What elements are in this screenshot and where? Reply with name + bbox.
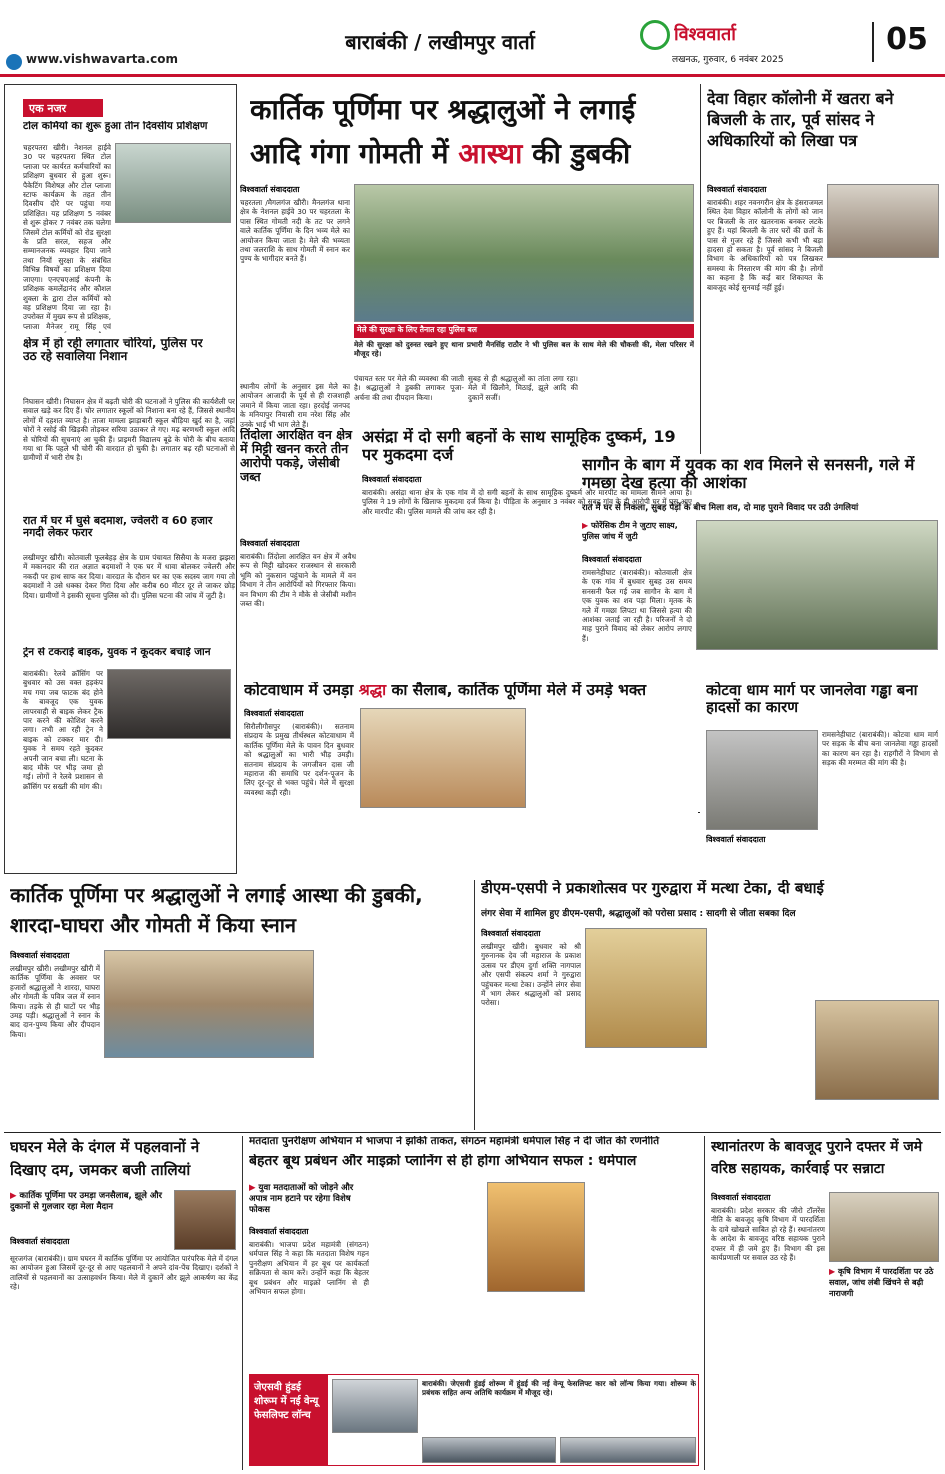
brand-name: विश्ववार्ता bbox=[674, 24, 736, 45]
bjp-text: बाराबंकी। भाजपा प्रदेश महामंत्री (संगठन) धर्मपाल सिंह ने कहा कि मतदाता विशेष गहन पुनरीक्षण अभियान में हर बूथ पर कार्यकर्ता सक्रियता से काम करें। उन्होंने कहा कि बेहतर बूथ प्रबंधन और माइक्रो प्लानिंग से ही अभियान सफल होगा। bbox=[249, 1240, 369, 1297]
kotwa-headline-highlight: श्रद्धा bbox=[358, 682, 387, 699]
lead-headline-part2: की डुबकी bbox=[522, 137, 631, 170]
story1-text-cont bbox=[115, 227, 231, 333]
transfer-text-cont bbox=[829, 1320, 939, 1470]
story3-text: लखीमपुर खीरी। कोतवाली फूलबेहड़ क्षेत्र के ग्राम पंचायत सिसैया के मजरा झझरा में मकानदार की रात अज्ञात बदमाशों ने एक घर में धावा बोलकर ज्वेलरी और नकदी पर हाथ साफ कर दिया। वारदात के दौरान घर का एक सदस्य जाग गया तो बदमाशों ने उसे धक्का देकर गिरा दिया और करीब 60 मीटर दूर ले जाकर छोड़ दिया। ग्रामीणों ने इसकी सूचना पुलिस को दी। पुलिस घटना की जांच में जुटी है। bbox=[23, 553, 235, 600]
transfer-text: बाराबंकी। प्रदेश सरकार की जीरो टॉलरेंस नीति के बावजूद कृषि विभाग में पारदर्शिता के दावे खोखले साबित हो रहे हैं। स्थानांतरण के आदेश के बावजूद वरिष्ठ सहायक पुराने दफ्तर में ही जमे हुए हैं। विभाग की इस कार्यप्रणाली पर सवाल उठ रहे हैं। bbox=[711, 1206, 825, 1263]
bjp-headline: मतदाता पुनरीक्षण अभियान में भाजपा ने झोंकी ताकत, संगठन महामंत्री धर्मपाल सिंह ने दी जीत की रणनीति bbox=[249, 1136, 660, 1147]
lead-text-col1: चहरतला /मैगलगंज खीरी। मैनलगंज थाना क्षेत्र के नेशनल हाईवे 30 पर चहरतला के पास स्थित गोमती नदी के तट पर लगने वाले कार्तिक पूर्णिमा के दिन भव्य मेले का आयोजन किया जाता है। मेले की भव्यता तथा जलराशि के साथ गोमती में स्नान कर पुण्य के भागीदार बनते हैं। bbox=[240, 198, 350, 264]
arrow-right-icon: ▶ bbox=[249, 1183, 256, 1193]
gurudwara-subheadline: लंगर सेवा में शामिल हुए डीएम-एसपी, श्रद्धालुओं को परोसा प्रसाद : सादगी से जीता सबका दिल bbox=[481, 909, 796, 919]
bike-accident-photo bbox=[107, 669, 231, 739]
road-story bbox=[700, 682, 941, 878]
bjp-side-note bbox=[249, 1182, 369, 1222]
car-launch-photo-2 bbox=[422, 1437, 556, 1463]
gurudwara-story bbox=[474, 880, 941, 1130]
hyundai-ad-title: जेएसवी हुंडई शोरूम में नई वेन्यू फेसलिफ्ट लॉन्च bbox=[250, 1375, 328, 1466]
toll-training-photo bbox=[115, 143, 231, 223]
lead-text-col2: स्थानीय लोगों के अनुसार इस मेले का आयोजन आजादी के पूर्व से ही राजशाही जमाने में किया जाता रहा। हरदोई जनपद के मनियापुर नियासी राम नरेश सिंह और उनके भाई भी भाग लेते हैं। bbox=[240, 382, 350, 429]
langar-seva-photo bbox=[585, 928, 707, 1048]
bjp-subheadline: बेहतर बूथ प्रबंधन और माइक्रो प्लानिंग से ही होगा अभियान सफल : धर्मपाल bbox=[249, 1154, 637, 1169]
header-rule bbox=[0, 74, 945, 77]
divider-lower bbox=[4, 1132, 941, 1133]
arrest-headline: तिंदोला आरक्षित वन क्षेत्र में मिट्टी खनन करते तीन आरोपी पकड़े, जेसीबी जब्त bbox=[240, 428, 352, 484]
transfer-headline: स्थानांतरण के बावजूद पुराने दफ्तर में जमे वरिष्ठ सहायक, कार्रवाई पर सन्नाटा bbox=[711, 1139, 923, 1177]
sharda-byline: विश्ववार्ता संवाददाता bbox=[10, 951, 70, 960]
road-pothole-photo bbox=[706, 730, 818, 830]
website-link[interactable]: www.vishwavarta.com bbox=[26, 52, 178, 66]
arrest-text: बाराबंकी। तिंदोला आरक्षित वन क्षेत्र में अवैध रूप से मिट्टी खोदकर राजस्थान से सरकारी भूमि को नुकसान पहुंचाने के मामले में वन विभाग ने तीन आरोपियों को गिरफ्तार किया। वन विभाग की टीम ने मौके से जेसीबी मशीन जब्त की। bbox=[240, 552, 356, 609]
transfer-kicker-text: कृषि विभाग में पारदर्शिता पर उठे सवाल, जांच लंबी खिंचने से बढ़ी नाराजगी bbox=[829, 1267, 934, 1298]
hyundai-ad-text: बाराबंकी। जेएसवी हुंडई शोरूम में हुंडई की नई वेन्यू फेसलिफ्ट कार को लॉन्च किया गया। शोरूम के प्रबंधक सहित अन्य अतिथि कार्यक्रम में मौजूद रहे। bbox=[422, 1379, 696, 1398]
bjp-text-cont bbox=[373, 1182, 483, 1370]
gomti-crowd-photo bbox=[354, 184, 694, 322]
road-text: रामसनेहीघाट (बाराबंकी)। कोटवा धाम मार्ग पर सड़क के बीच बना जानलेवा गड्ढा हादसों का कारण बन रहा है। राहगीरों ने विभाग से सड़क की मरम्मत की मांग की है। bbox=[822, 730, 938, 768]
ghaghran-headline: घघरन मेले के दंगल में पहलवानों ने दिखाए दम, जमकर बजी तालियां bbox=[10, 1138, 200, 1179]
sharda-headline: कार्तिक पूर्णिमा पर श्रद्धालुओं ने लगाई आस्था की डुबकी, शारदा-घाघरा और गोमती में किया स्नान bbox=[10, 883, 423, 937]
office-photo bbox=[829, 1192, 939, 1262]
car-launch-photo-1 bbox=[332, 1379, 418, 1433]
sisters-byline: विश्ववार्ता संवाददाता bbox=[362, 475, 422, 484]
road-headline: कोटवा धाम मार्ग पर जानलेवा गड्ढा बना हादसों का कारण bbox=[706, 682, 918, 716]
kotwa-headline-part1: कोटवाधाम में उमड़ा bbox=[244, 682, 359, 699]
bjp-story bbox=[242, 1136, 702, 1470]
right-top-text: बाराबंकी। शहर नवनगरीन क्षेत्र के हंसराजमल स्थित देवा विहार कॉलोनी के लोगों को जान पर बिजली के तार खतरनाक बनकर लटके हुए हैं। यहां बिजली के तार घरों की छतों के पास से गुजर रहे हैं जिससे कभी भी बड़ा हादसा हो सकता है। पूर्व सांसद ने बिजली विभाग के अधिकारियों को पत्र लिखकर समस्या के निस्तारण की मांग की है। लोगों का कहना है कि कई बार शिकायत के बावजूद कोई सुनवाई नहीं हुई। bbox=[707, 198, 823, 292]
dateline: लखनऊ, गुरुवार, 6 नवंबर 2025 bbox=[672, 55, 784, 65]
ghaghran-byline: विश्ववार्ता संवाददाता bbox=[10, 1237, 70, 1246]
kotwa-byline: विश्ववार्ता संवाददाता bbox=[244, 709, 304, 718]
electric-wires-photo bbox=[827, 184, 939, 258]
gurudwara-headline: डीएम-एसपी ने प्रकाशोत्सव पर गुरुद्वारा में मत्था टेका, दी बधाई bbox=[481, 880, 824, 897]
section-title: बाराबंकी / लखीमपुर वार्ता bbox=[345, 30, 535, 54]
story1-headline: टोल कर्मियों का शुरू हुआ तीन दिवसीय प्रशिक्षण bbox=[23, 121, 208, 132]
sharda-story bbox=[4, 880, 472, 1130]
bjp-byline: विश्ववार्ता संवाददाता bbox=[249, 1227, 309, 1236]
kotwa-text: सिरौलीगौसपुर (बाराबंकी)। सतनाम संप्रदाय के प्रमुख तीर्थस्थल कोटवाधाम में कार्तिक पूर्णिमा मेले के पावन दिन बुधवार को श्रद्धालुओं का भारी भीड़ उमड़ी। सतनाम संप्रदाय के जगजीवन दास जी महाराज की समाधि पर दर्शन-पूजन के लिए दूर-दूर से भक्त पहुंचे। मेले में सुरक्षा व्यवस्था कड़ी रही। bbox=[244, 722, 354, 797]
sagaun-headline: सागौन के बाग में युवक का शव मिलने से सनसनी, गले में गमछा देख हत्या की आशंका bbox=[582, 456, 915, 492]
lead-text-col4: सुबह से ही श्रद्धालुओं का तांता लगा रहा। मेले में खिलौने, मिठाई, झूले आदि की दुकानें सजीं। bbox=[468, 374, 578, 402]
ghaghran-kicker bbox=[10, 1190, 170, 1230]
forensic-team-photo bbox=[696, 520, 938, 650]
kotwa-content bbox=[240, 706, 698, 878]
story4-headline: ट्रेन से टकराई बाइक, युवक ने कूदकर बचाई जान bbox=[23, 647, 211, 658]
lead-photo-caption: मेले की सुरक्षा के लिए तैनात रहा पुलिस बल bbox=[354, 324, 694, 338]
story2-text: निघासन खीरी। निघासन क्षेत्र में बढ़ती चोरी की घटनाओं ने पुलिस की कार्यशैली पर सवाल खड़े कर दिए हैं। चोर लगातार स्कूलों को निशाना बना रहे हैं, जिससे स्थानीय लोगों में दहशत व्याप्त है। ताजा मामला झाड़ाबारी स्कूल बौड़िया खुर्द का है, जहां चोरों ने रसोई की खिड़की तोड़कर सरिया उठाकर ले गए। मढ़ बरणधरी स्कूल आदि से चोरियों की सूचनाएं आ चुकी हैं। प्राइमरी विद्यालय बूढे के चोरी के बीच बताया गया था कि पहले भी चोरी की वारदात हो चुकी है। लगातार बढ़ रही घटनाओं से ग्रामीणों में भारी रोष है। bbox=[23, 397, 235, 463]
kotwa-headline-part2: का सैलाब, कार्तिक पूर्णिमा मेले में उमड़े भक्त bbox=[386, 682, 647, 699]
story4-text-cont bbox=[107, 743, 231, 869]
brand-logo-icon bbox=[640, 20, 670, 50]
sharda-text-cont2 bbox=[318, 950, 468, 1130]
gurudwara-text-cont bbox=[711, 928, 811, 1128]
arrow-right-icon: ▶ bbox=[10, 1191, 17, 1201]
lead-text-col3: पंचायत स्तर पर मेले की व्यवस्था की जाती है। श्रद्धालुओं ने डुबकी लगाकर पूजा-अर्चना की तथा दीपदान किया। bbox=[354, 374, 464, 402]
right-top-headline: देवा विहार कॉलोनी में खतरा बने बिजली के तार, पूर्व सांसद ने अधिकारियों को लिखा पत्र bbox=[707, 89, 894, 150]
gurudwara-byline: विश्ववार्ता संवाददाता bbox=[481, 929, 541, 938]
car-launch-photo-3 bbox=[560, 1437, 696, 1463]
gurudwara-text: लखीमपुर खीरी। बुधवार को श्री गुरुनानक देव जी महाराज के प्रकाश उत्सव पर डीएम दुर्गा शक्ति नागपाल और एसपी संकल्प शर्मा ने गुरुद्वारा पहुंचकर मत्था टेका। उन्होंने लंगर सेवा में भाग लेकर श्रद्धालुओं को प्रसाद परोसा। bbox=[481, 942, 581, 1008]
lead-photo-note: मेले की सुरक्षा को दुरुस्त रखने हुए थाना प्रभारी मैनसिंह राठौर ने भी पुलिस बल के साथ मेले की चौकसी की, मेला परिसर में मौजूद रहे। bbox=[354, 340, 694, 359]
arrow-right-icon: ▶ bbox=[829, 1267, 836, 1276]
page-number: 05 bbox=[872, 22, 940, 62]
ghaghran-text: सूरजगंज (बाराबंकी)। ग्राम घघरन में कार्तिक पूर्णिमा पर आयोजित पारंपरिक मेले में दंगल का आयोजन हुआ जिसमें दूर-दूर से आए पहलवानों ने अपने दांव-पेंच दिखाए। दर्शकों ने तालियों से पहलवानों का उत्साहवर्धन किया। मेले में दुकानें और झूले आकर्षण का केंद्र रहे। bbox=[10, 1254, 238, 1292]
kotwa-dham-photo bbox=[360, 708, 526, 808]
masthead bbox=[0, 0, 945, 78]
right-top-story bbox=[700, 84, 941, 454]
lead-byline: विश्ववार्ता संवाददाता bbox=[240, 185, 300, 194]
lead-headline-part1: कार्तिक पूर्णिमा पर श्रद्धालुओं ने लगाई आदि गंगा गोमती में bbox=[250, 93, 636, 170]
story4-text: बाराबंकी। रेलवे क्रॉसिंग पर बुधवार को उस वक्त हड़कंप मच गया जब फाटक बंद होने के बावजूद एक युवक लापरवाही से बाइक लेकर ट्रैक पार करने की कोशिश करने लगा। तभी आ रही ट्रेन ने बाइक को टक्कर मार दी। युवक ने समय रहते कूदकर अपनी जान बचा ली। घटना के बाद मौके पर भीड़ जमा हो गई। लोगों ने रेलवे प्रशासन से क्रॉसिंग पर सख्ती की मांग की। bbox=[23, 669, 103, 791]
right-top-byline: विश्ववार्ता संवाददाता bbox=[707, 185, 767, 194]
story2-headline: क्षेत्र में हो रही लगातार चोरियां, पुलिस पर उठ रहे सवालिया निशान bbox=[23, 337, 203, 364]
sagaun-subheadline: रात में घर से निकला, सुबह पेड़ों के बीच मिला शव, दो माह पुराने विवाद पर उठी उंगलियां bbox=[582, 503, 859, 513]
story1-text: चहरपतरा खीरी। नेशनल हाईवे 30 पर चहरपतरा स्थित टोल प्लाजा पर कार्यरत कर्मचारियों का प्रशिक्षण बुधवार से हुआ शुरू। पैकेटिंग विशेषज्ञ और टोल प्लाजा स्टाफ कार्यक्रम के तहत तीन दिवसीय दौरे पर पहुंचा गया प्रशिक्षित। यह प्रशिक्षण 5 नवंबर से शुरू होकर 7 नवंबर तक चलेगा जिसमें टोल कर्मियों को रोड सुरक्षा के प्रति सरल, सहज और सम्मानजनक व्यवहार दिया जाने तथा नियों सुरक्षा के संबंधित विभिन्न विषयों का प्रशिक्षण दिया जाएगा। एनएचएआई कंपनी के प्रशिक्षक कमलेंद्रानंद और कौशल शुक्ला के द्वारा टोल कर्मियों को वह प्रशिक्षण दिया जा रहा है। उपरोक्त में मुख्य रूप से प्रशिक्षक, प्लाजा मैनेजर रामू सिंह एवं bbox=[23, 143, 111, 331]
sharda-text-cont bbox=[104, 1062, 314, 1130]
globe-icon bbox=[6, 54, 22, 70]
dharmpal-singh-photo bbox=[487, 1182, 585, 1292]
lead-headline bbox=[250, 88, 690, 180]
story3-headline: रात में घर में घुसे बदमाश, ज्वेलरी व 60 हजार नगदी लेकर फरार bbox=[23, 515, 213, 540]
sisters-text: बाराबंकी। असंद्रा थाना क्षेत्र के एक गांव में दो सगी बहनों के साथ सामूहिक दुष्कर्म और मारपीट का मामला सामने आया है। पुलिस ने 19 लोगों के खिलाफ मुकदमा दर्ज किया है। पीड़िता के अनुसार 3 नवंबर को सुबह गांव के ही आरोपी घर में घुस आए और मारपीट की। पुलिस मामले की जांच कर रही है। bbox=[362, 488, 692, 516]
transfer-byline: विश्ववार्ता संवाददाता bbox=[711, 1193, 771, 1202]
road-byline: विश्ववार्ता संवाददाता bbox=[706, 835, 766, 844]
lead-headline-highlight: आस्था bbox=[458, 137, 523, 170]
hyundai-ad bbox=[249, 1374, 699, 1466]
kotwa-text-cont2 bbox=[532, 708, 694, 878]
wrestling-photo bbox=[174, 1190, 236, 1250]
sharda-text: लखीमपुर खीरी। लखीमपुर खीरी में कार्तिक पूर्णिमा के अवसर पर हजारों श्रद्धालुओं ने शारदा, घाघरा और गोमती के पवित्र जल में स्नान किया। तड़के से ही घाटों पर भीड़ उमड़ पड़ी। श्रद्धालुओं ने स्नान के बाद दान-पुण्य किया और दीपदान किया। bbox=[10, 964, 100, 1039]
left-column bbox=[4, 84, 237, 874]
kotwa-text-cont bbox=[360, 812, 526, 878]
sagaun-byline: विश्ववार्ता संवाददाता bbox=[582, 555, 642, 564]
arrow-right-icon: ▶ bbox=[582, 521, 589, 530]
river-bathing-photo bbox=[104, 950, 314, 1058]
bjp-text-cont2 bbox=[589, 1182, 699, 1370]
right-top-text-cont bbox=[827, 262, 939, 454]
ek-nazar-kicker: एक नजर bbox=[23, 99, 103, 117]
kotwa-headline bbox=[244, 682, 696, 704]
forensic-label-text: फोरेंसिक टीम ने जुटाए साक्ष्य, पुलिस जांच में जुटी bbox=[582, 521, 678, 541]
ghaghran-kicker-text: कार्तिक पूर्णिमा पर उमड़ा जनसैलाब, झूले और दुकानों से गुलजार रहा मेला मैदान bbox=[10, 1191, 163, 1212]
sisters-headline: असंद्रा में दो सगी बहनों के साथ सामूहिक दुष्कर्म, 19 पर मुकदमा दर्ज bbox=[362, 428, 676, 464]
sagaun-text: रामसनेहीघाट (बाराबंकी)। कोतवाली क्षेत्र के एक गांव में बुधवार सुबह उस समय सनसनी फैल गई जब सागौन के बाग में एक युवक का शव पड़ा मिला। मृतक के गले में गमछा लिपटा था जिससे हत्या की आशंका जताई जा रही है। परिजनों ने दो माह पुराने विवाद को लेकर आरोप लगाए हैं। bbox=[582, 568, 692, 643]
transfer-story bbox=[704, 1136, 941, 1470]
transfer-kicker bbox=[829, 1266, 939, 1316]
gurudwara-visit-photo bbox=[815, 1000, 939, 1100]
arrest-byline: विश्ववार्ता संवाददाता bbox=[240, 539, 300, 548]
bjp-side-note-text: युवा मतदाताओं को जोड़ने और अपात्र नाम हटाने पर रहेगा विशेष फोकस bbox=[249, 1183, 354, 1215]
forensic-label bbox=[582, 520, 692, 550]
ghaghran-story bbox=[4, 1136, 240, 1470]
